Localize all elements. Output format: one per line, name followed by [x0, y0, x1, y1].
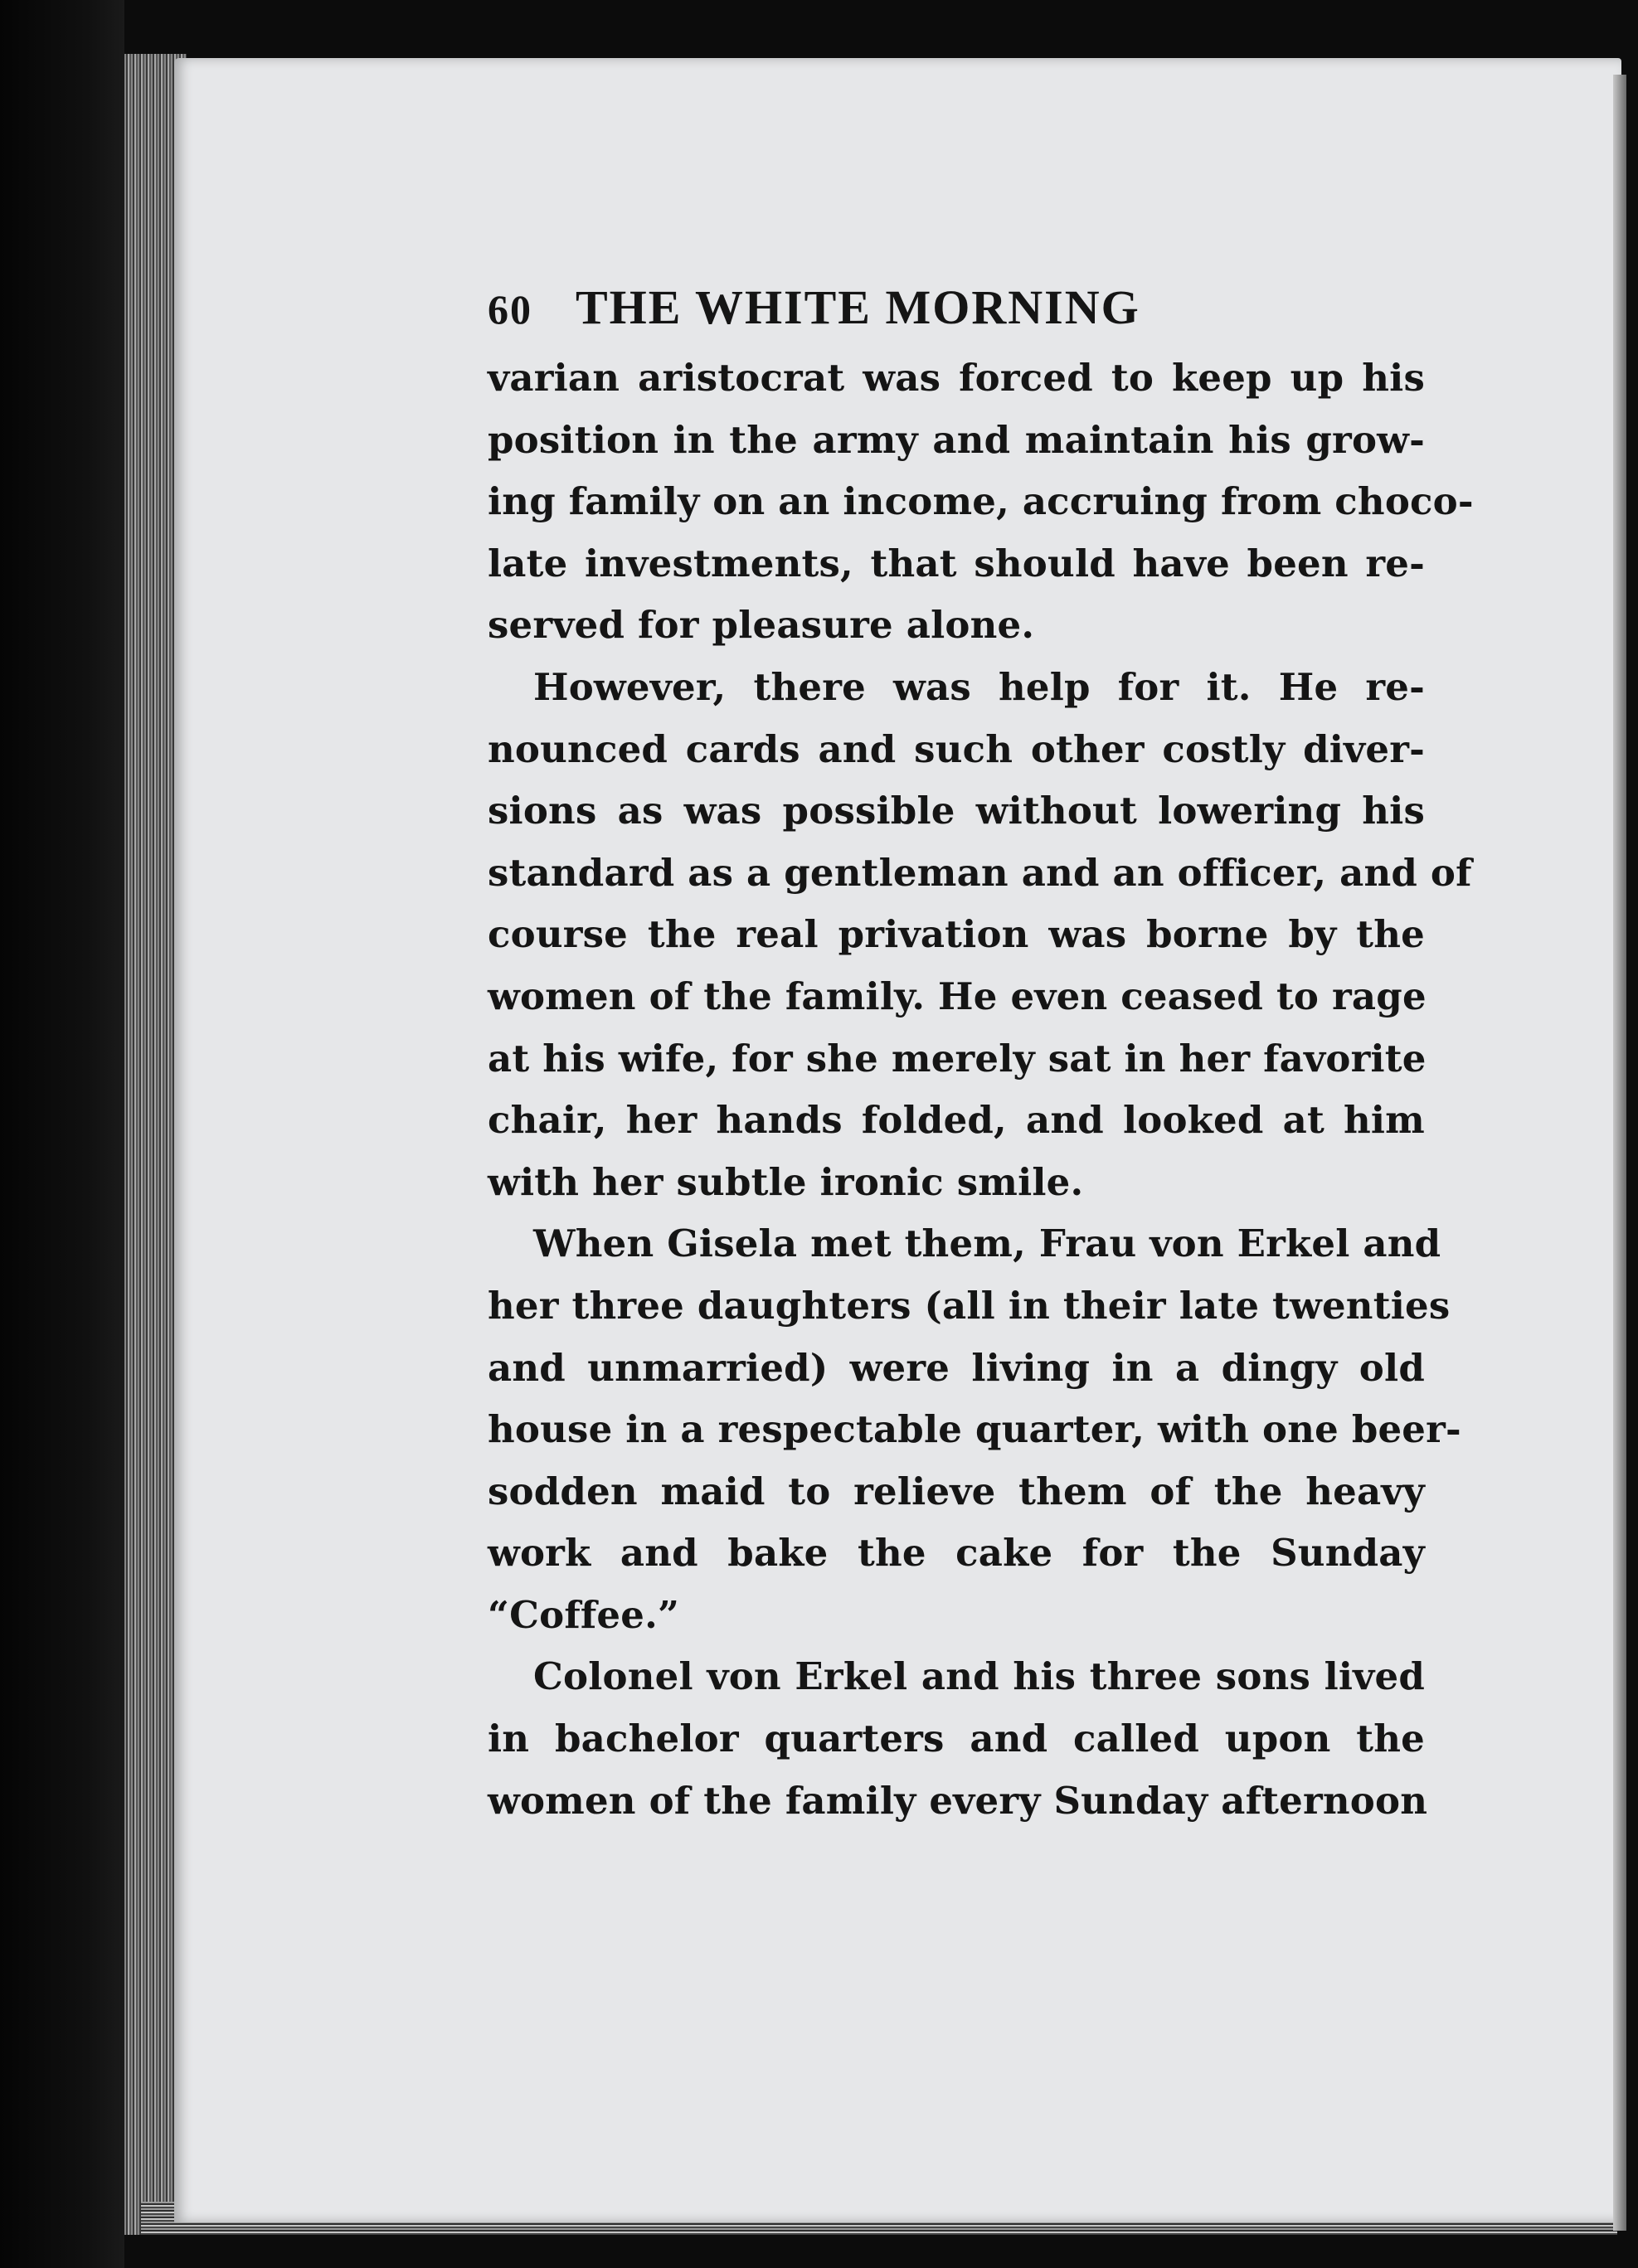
text-line: with her subtle ironic smile. [488, 1159, 1084, 1204]
text-line: sodden maid to relieve them of the heavy [488, 1469, 1425, 1513]
paragraph-3 [488, 1213, 1461, 1646]
text-line: Colonel von Erkel and his three sons lived [533, 1654, 1425, 1699]
text-line: position in the army and maintain his grow- [488, 417, 1425, 462]
text-line: varian aristocrat was forced to keep up his [488, 356, 1425, 400]
paragraph-2 [488, 657, 1472, 1213]
text-line: chair, her hands folded, and looked at him [488, 1098, 1425, 1143]
running-head [488, 278, 1425, 339]
paragraph-4 [488, 1646, 1428, 1832]
text-line: in bachelor quarters and called upon the [488, 1717, 1425, 1761]
text-line: “Coffee.” [488, 1592, 680, 1637]
text-line: women of the family every Sunday afternoon [488, 1778, 1428, 1823]
text-line: course the real privation was borne by the [488, 912, 1425, 957]
book-binding [0, 0, 124, 2268]
text-line: at his wife, for she merely sat in her favorite [488, 1036, 1427, 1081]
text-line: women of the family. He even ceased to rage [488, 974, 1427, 1018]
page-text [488, 278, 1474, 1832]
paragraph-1 [488, 347, 1474, 657]
text-line: and unmarried) were living in a dingy old [488, 1345, 1425, 1390]
text-line: her three daughters (all in their late twenties [488, 1283, 1451, 1328]
text-line: ing family on an income, accruing from choco- [488, 479, 1474, 524]
text-line: When Gisela met them, Frau von Erkel and [533, 1221, 1441, 1266]
text-line: sions as was possible without lowering his [488, 789, 1425, 833]
text-line: standard as a gentleman and an officer, and of [488, 850, 1472, 895]
page-number: 60 [488, 286, 532, 333]
text-line: house in a respectable quarter, with one beer- [488, 1407, 1461, 1452]
text-line: served for pleasure alone. [488, 603, 1035, 648]
text-line: late investments, that should have been re- [488, 541, 1425, 585]
text-line: However, there was help for it. He re- [533, 664, 1425, 709]
page-edge-right [1613, 75, 1626, 2231]
text-line: nounced cards and such other costly diver- [488, 726, 1425, 771]
book-title: THE WHITE MORNING [576, 280, 1140, 334]
text-line: work and bake the cake for the Sunday [488, 1531, 1425, 1576]
